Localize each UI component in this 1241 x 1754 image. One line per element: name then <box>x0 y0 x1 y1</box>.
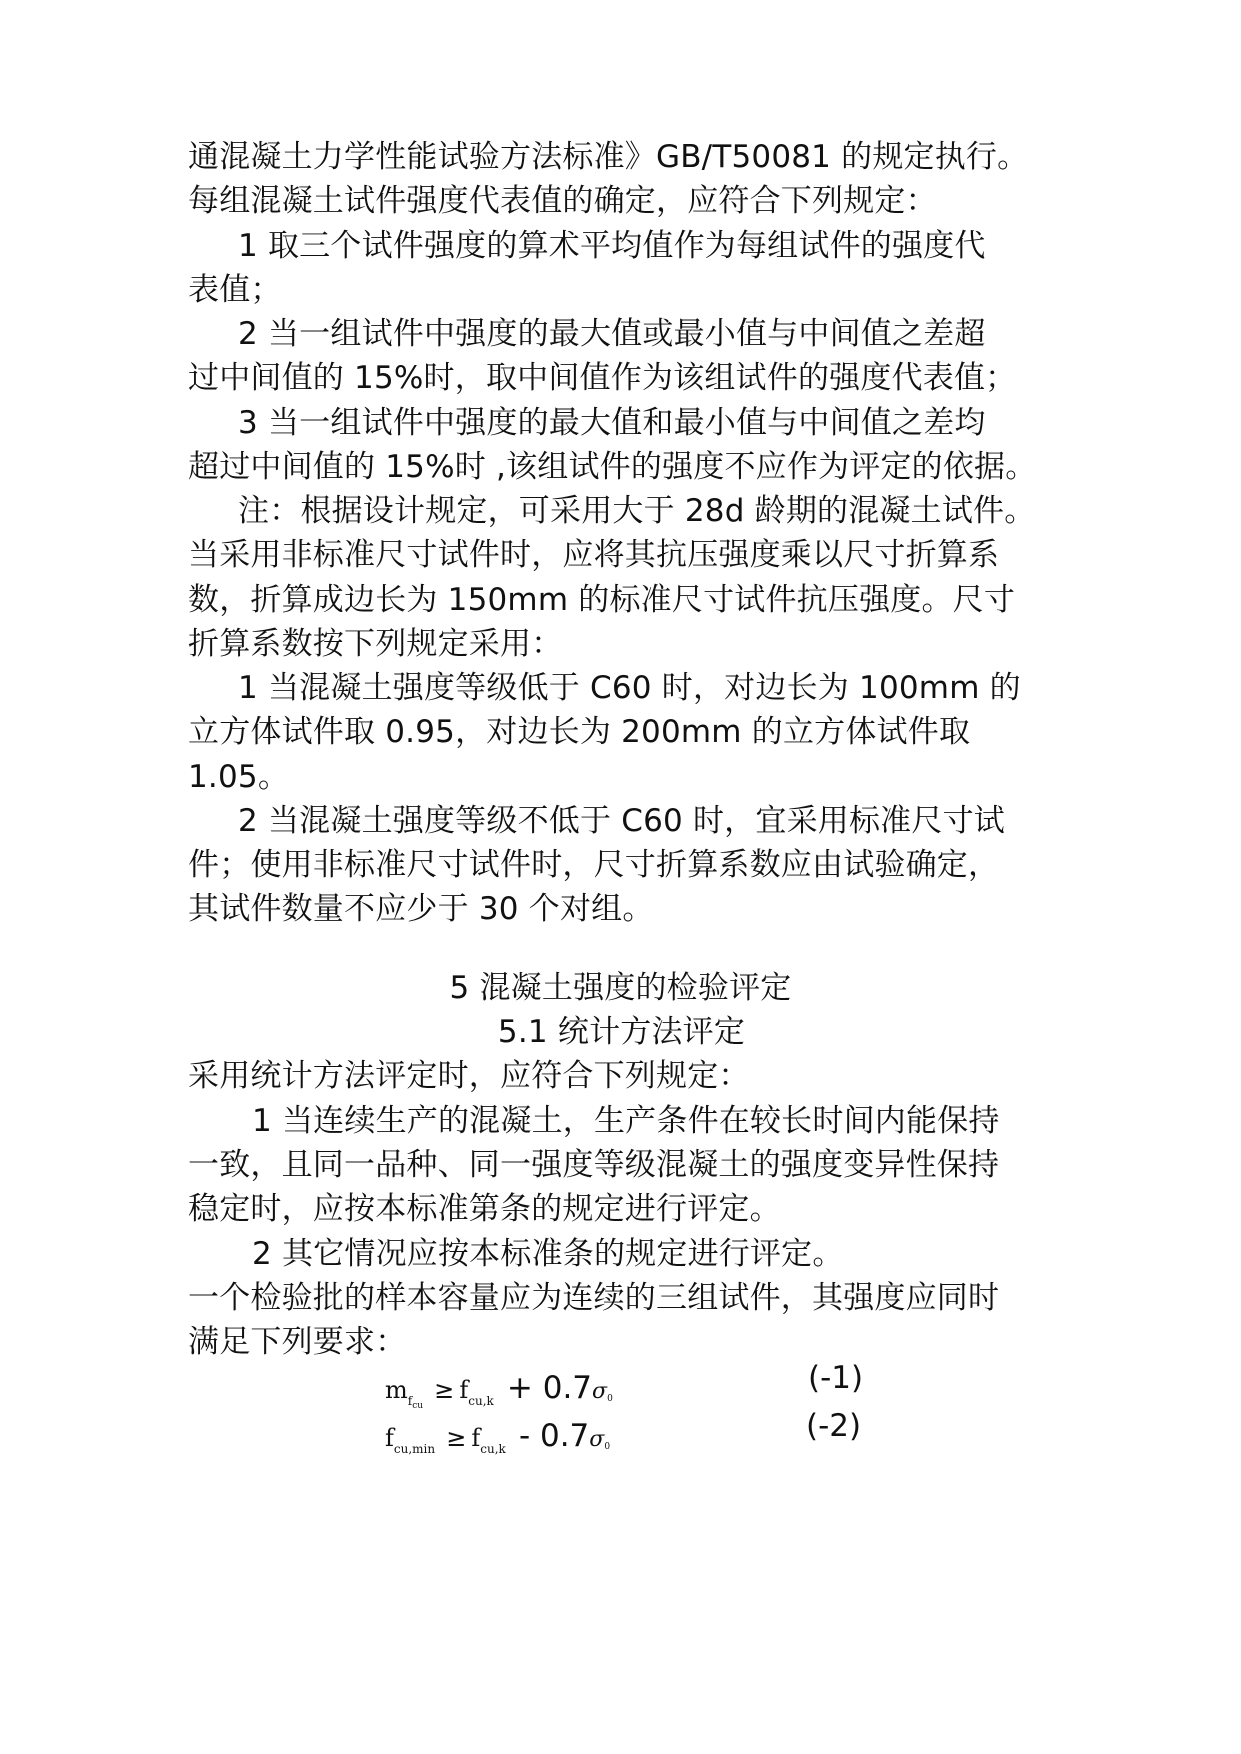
formula-lhs: m <box>385 1376 408 1404</box>
text-line: 一个检验批的样本容量应为连续的三组试件，其强度应同时 <box>188 1280 1000 1316</box>
list-item: 2 其它情况应按本标准条的规定进行评定。 <box>252 1236 844 1272</box>
text-line: 当采用非标准尺寸试件时，应将其抗压强度乘以尺寸折算系 <box>188 537 1000 573</box>
note-line: 注：根据设计规定，可采用大于 28d 龄期的混凝土试件。 <box>238 493 1036 529</box>
formula-lhs-sub-text: f <box>407 1394 413 1408</box>
text-line: 稳定时，应按本标准第条的规定进行评定。 <box>188 1191 781 1227</box>
text-line: 满足下列要求： <box>188 1324 407 1360</box>
text-line: 过中间值的 15%时，取中间值作为该组试件的强度代表值； <box>188 360 1017 396</box>
text-line: 每组混凝土试件强度代表值的确定，应符合下列规定： <box>188 183 937 219</box>
formula-rhs-sub: cu,k <box>468 1394 494 1408</box>
text-line: 件；使用非标准尺寸试件时，尺寸折算系数应由试验确定， <box>188 847 1000 883</box>
equation-number-1: (-1) <box>808 1360 864 1396</box>
section-heading: 5 混凝土强度的检验评定 <box>449 970 792 1006</box>
list-item: 2 当一组试件中强度的最大值或最小值与中间值之差超 <box>238 316 986 352</box>
text-line: 折算系数按下列规定采用： <box>188 626 563 662</box>
formula-1 <box>385 1370 613 1416</box>
formula-lhs-sub <box>407 1394 424 1411</box>
formula-operator: + 0.7 <box>506 1370 593 1406</box>
list-item: 1 取三个试件强度的算术平均值作为每组试件的强度代 <box>238 228 986 264</box>
text-line: 通混凝土力学性能试验方法标准》GB/T50081 的规定执行。 <box>188 139 1029 175</box>
text-line: 1.05。 <box>188 759 290 795</box>
formula-sigma: σ <box>589 1427 605 1452</box>
equation-number-2: (-2) <box>806 1408 862 1444</box>
formula-rhs-sub: cu,k <box>480 1442 506 1456</box>
formula-sigma: σ <box>592 1379 608 1404</box>
formula-rhs: f <box>471 1424 481 1452</box>
text-line: 一致，且同一品种、同一强度等级混凝土的强度变异性保持 <box>188 1147 1000 1183</box>
subsection-heading: 5.1 统计方法评定 <box>497 1014 746 1050</box>
list-item: 1 当连续生产的混凝土，生产条件在较长时间内能保持 <box>252 1103 1000 1139</box>
list-item: 3 当一组试件中强度的最大值和最小值与中间值之差均 <box>238 405 986 441</box>
list-item: 2 当混凝土强度等级不低于 C60 时，宜采用标准尺寸试 <box>238 803 1005 839</box>
formula-lhs-subsub: cu <box>412 1401 424 1411</box>
text-line: 超过中间值的 15%时 ,该组试件的强度不应作为评定的依据。 <box>188 449 1037 485</box>
list-item: 1 当混凝土强度等级低于 C60 时，对边长为 100mm 的 <box>238 670 1021 706</box>
formula-sigma-sub: 0 <box>607 1394 613 1404</box>
formula-sigma-sub: 0 <box>604 1442 611 1452</box>
formula-relation: ≥ <box>446 1424 467 1452</box>
formula-lhs-sub: cu,min <box>393 1442 436 1456</box>
formula-relation: ≥ <box>434 1376 455 1404</box>
formula-lhs: f <box>385 1424 394 1452</box>
text-line: 立方体试件取 0.95，对边长为 200mm 的立方体试件取 <box>188 714 971 750</box>
text-line: 其试件数量不应少于 30 个对组。 <box>188 891 654 927</box>
formula-rhs: f <box>459 1376 469 1404</box>
text-line: 采用统计方法评定时，应符合下列规定： <box>188 1058 750 1094</box>
formula-2 <box>385 1418 610 1464</box>
text-line: 表值； <box>188 272 282 308</box>
text-line: 数，折算成边长为 150mm 的标准尺寸试件抗压强度。尺寸 <box>188 582 1016 618</box>
formula-operator: - 0.7 <box>518 1418 590 1454</box>
